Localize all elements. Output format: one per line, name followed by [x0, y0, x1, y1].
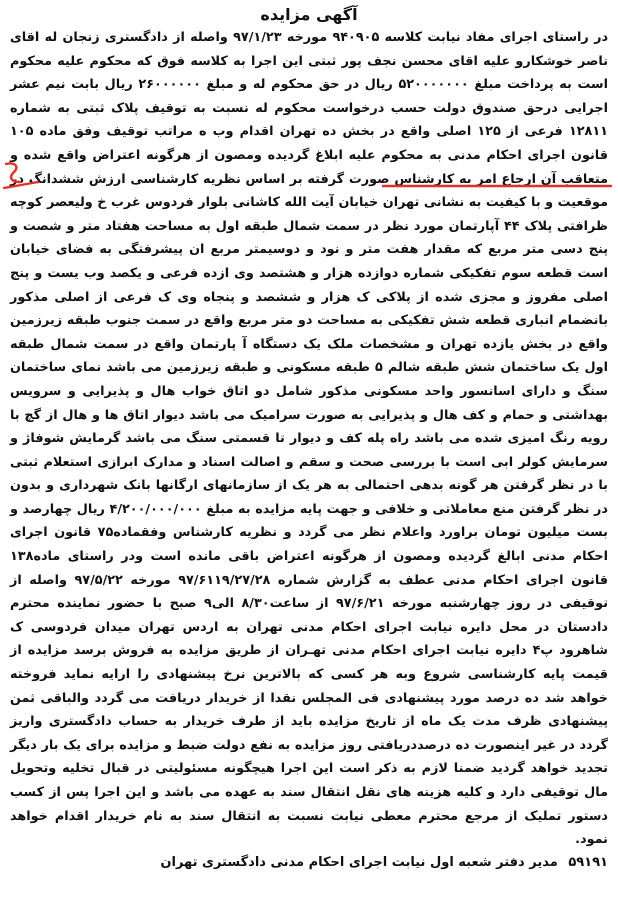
- red-underline-mark: [382, 184, 612, 188]
- notice-title: آگهی مزایده: [260, 5, 358, 24]
- notice-footer: [10, 852, 608, 874]
- notice-body: در راستای اجرای مفاد نیابت کلاسه ۹۴۰۹۰۵ مورخه ۹۷/۱/۲۳ واصله از دادگستری زنجان له اقای ناصر خوشکارو علیه اقای محسن نجف پور ثبتی این اجرا به کلاسه فوق که محکوم علیه محکوم است به پرداخت مبلغ ۵۲۰۰۰۰۰۰۰ ریال در حق محکوم له و مبلغ ۲۶۰۰۰۰۰۰ ریال بابت نیم عشر اجرایی درحق صندوق دولت حسب درخواست محکوم له نسبت به توقیف پلاک ثبتی به شماره ۱۲۸۱۱ فرعی از ۱۲۵ اصلی واقع در بخش ده تهران اقدام وب ه مراتب توقیف وفق ماده ۱۰۵ قانون اجرای احکام مدنی به محکوم علیه ابلاغ گردیده ومصون از هرگونه اعتراض واقع شده و متعاقب آن ارجاع امر به کارشناس صورت گرفته بر اساس نظریه کارشناسی ارزش ششدانگ در موقعیت و با کیفیت به نشانی تهران خیابان آیت الله کاشانی بلوار فردوس غرب خ ولیعصر کوچه ظرافتی پلاک ۴۴ آپارتمان مورد نظر در سمت شمال طبقه اول به مساحت هفتاد متر و شصت و پنج دسی متر مربع که مقدار هفت متر و نود و دوسیمتر مربع ان پیشرفتگی به فضای خیابان است قطعه سوم تفکیکی شماره دوازده هزار و هشتصد وی ازده فرعی و یکصد وب یست و پنج اصلی مفروز و مجزی شده از پلاکی ک هزار و ششصد و پنجاه وی ک فرعی از اصلی مذکور بانضمام انباری قطعه شش تفکیکی به مساحت دو متر مربع واقع در سمت جنوب طبقه زیرزمین واقع در بخش یازده تهران و مشخصات ملک یک دستگاه آ پارتمان واقع در سمت شمال طبقه اول یک ساختمان شش طبقه شالم ۵ طبقه مسکونی و طبقه زیرزمین می باشد نمای ساختمان سنگ و دارای اسانسور واحد مسکونی مذکور شامل دو اتاق خواب هال و پذیرایی و سرویس بهداشتی و حمام و کف هال و پذیرایی به صورت سرامیک می باشد دیوار اتاق ها و هال از گچ با رویه رنگ امیزی شده می باشد راه پله کف و دیوار تا قسمتی سنگ می باشد گرمایش شوفاژ و سرمایش کولر ابی است با بررسی صحت و سقم و اصالت اسناد و مدارک ابرازی استعلام ثبتی با در نظر گرفتن هر گونه بدهی احتمالی به هر یک از سازمانهای ارگانها بانک شهرداری و بدون در نظر گرفتن منع معاملاتی و خلافی و جهت پایه مزایده به مبلغ ۴/۲۰۰/۰۰۰/۰۰۰ ریال چهارصد و بست میلیون تومان براورد واعلام نظر می گردد و نظریه کارشناس وفقماده۷۵ قانون اجرای احکام مدنی ابالغ گردیده ومصون از هرگونه اعتراض باقی مانده است ودر راستای ماده۱۳۸ قانون اجرای احکام مدنی عطف به گزارش شماره ۹۷/۶۱۱۹/۲۷/۲۸ مورخه ۹۷/۵/۲۲ واصله از توقیفی در روز چهارشنبه مورخه ۹۷/۶/۲۱ از ساعت۸/۳۰ الی۹ صبح با حضور نماینده محترم دادستان در محل دایره نیابت اجرای احکام مدنی تهران به اردس تهران میدان فردوسی ک شاهرود پ۴ دایره نیابت اجرای احکام مدنی تهـران از طریق مزایده به فروش برسد مزایده از قیمت پایه کارشناسی شروع وبه هر کسی که بالاترین نرخ پیشنهادی را ارایه نماید فروخته خواهد شد ده درصد مورد پیشنهادی فی المجلس نقدا از خریدار دریافت می گردد والباقی ثمن پیشنهادی ظرف مدت یک ماه از تاریخ مزایده باید از طرف خریدار به حساب دادگستری واریز گردد در غیر اینصورت ده درصددریافتی روز مزایده به نفع دولت ضبط و مزایده برای یک بار دیگر تجدید خواهد گردید ضمنا لازم به ذکر است این اجرا هیچگونه مسئولیتی در قبال تخلیه وتحویل مال توقیفی دارد و کلیه هزینه های نقل انتقال سند به عهده می باشد و این اجرا پس از کسب دستور تملیک از مرجع محترم معطی نیابت نسبت به انتقال سند به نام خریدار اقدام خواهد نمود.: [10, 30, 609, 848]
- red-pen-mark: [0, 152, 44, 196]
- red-underline-graphic: [382, 184, 612, 188]
- red-pen-mark-graphic: [0, 152, 44, 196]
- footer-code: ۵۹۱۹۱: [568, 854, 608, 870]
- footer-signature: مدیر دفتر شعبه اول نیابت اجرای احکام مدنی دادگستری تهران: [160, 854, 558, 870]
